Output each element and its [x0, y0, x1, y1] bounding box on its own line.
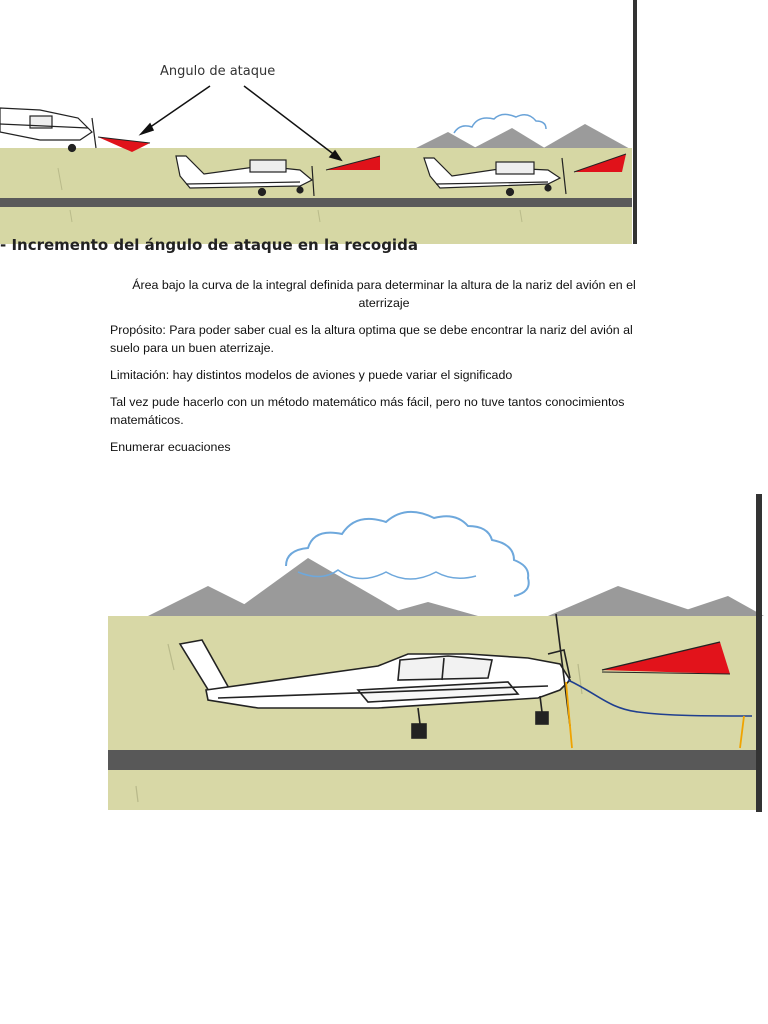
angle-of-attack-figure [0, 0, 640, 254]
note-paragraph: Tal vez pude hacerlo con un método matemático más fácil, pero no tuve tantos conocimientos matemáticos. [110, 395, 625, 427]
runway [108, 750, 756, 770]
limitation-paragraph: Limitación: hay distintos modelos de aviones y puede variar el significado [110, 368, 513, 382]
list-equations-paragraph: Enumerar ecuaciones [110, 440, 231, 454]
figure-caption: - Incremento del ángulo de ataque en la recogida [0, 236, 418, 254]
figure-border [633, 0, 637, 244]
figure-border [756, 494, 762, 812]
document-body [110, 276, 658, 465]
document-title: Área bajo la curva de la integral definida para determinar la altura de la nariz del avión en el aterrizaje [132, 278, 636, 310]
nose-height-figure [108, 494, 764, 812]
callout-label: Angulo de ataque [160, 64, 276, 79]
runway [0, 198, 632, 207]
purpose-paragraph: Propósito: Para poder saber cual es la altura optima que se debe encontrar la nariz del avión al suelo para un buen aterrizaje. [110, 323, 633, 355]
